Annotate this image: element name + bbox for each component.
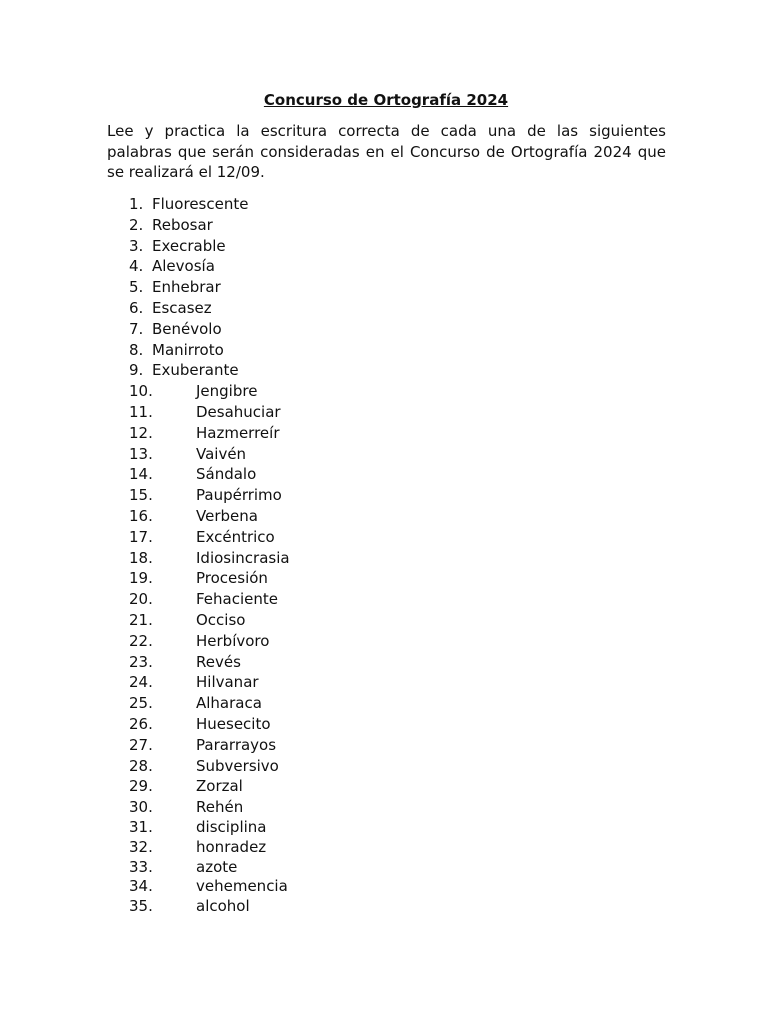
list-item-word: Occiso	[196, 610, 246, 629]
list-item-number: 16.	[129, 506, 153, 525]
list-item-number: 20.	[129, 590, 153, 609]
list-item-number: 2.	[129, 215, 144, 234]
list-item-word: Exuberante	[152, 361, 239, 380]
list-item-word: Fluorescente	[152, 195, 249, 213]
list-item-word: Procesión	[196, 569, 268, 588]
list-item-word: Hilvanar	[196, 673, 259, 692]
list-item-number: 7.	[129, 319, 144, 338]
list-item-number: 14.	[129, 465, 153, 484]
list-item-number: 4.	[129, 257, 144, 276]
list-item-word: Revés	[196, 652, 241, 671]
list-item-number: 21.	[129, 610, 153, 629]
list-item-number: 25.	[129, 694, 153, 713]
list-item-number: 3.	[129, 236, 144, 255]
list-item-word: Idiosincrasia	[196, 548, 290, 567]
list-item-word: alcohol	[196, 897, 250, 916]
list-item-number: 15.	[129, 486, 153, 505]
list-item-number: 1.	[129, 195, 144, 213]
list-item-number: 35.	[129, 897, 153, 916]
list-item-word: Fehaciente	[196, 590, 278, 609]
list-item-word: azote	[196, 857, 238, 876]
list-item-word: honradez	[196, 837, 267, 856]
list-item-number: 22.	[129, 631, 153, 650]
list-item-word: Rehén	[196, 798, 244, 817]
list-item-word: Manirroto	[152, 340, 224, 359]
list-item-word: Huesecito	[196, 714, 271, 733]
list-item-word: Execrable	[152, 236, 226, 255]
list-item-word: Subversivo	[196, 756, 279, 775]
list-item-word: vehemencia	[196, 877, 288, 896]
list-item-number: 29.	[129, 777, 153, 796]
list-item-number: 18.	[129, 548, 153, 567]
intro-paragraph: Lee y practica la escritura correcta de cada una de las siguientes palabras que serán consideradas en el Concurso de Ortografía 2024 que se realizará el 12/09.	[107, 122, 666, 181]
list-item-number: 23.	[129, 652, 153, 671]
list-item-number: 31.	[129, 817, 153, 836]
list-item-number: 17.	[129, 527, 153, 546]
list-item-word: Sándalo	[196, 465, 257, 484]
list-item-word: Excéntrico	[196, 527, 275, 546]
list-item-word: Jengibre	[196, 382, 258, 401]
list-item-number: 8.	[129, 340, 144, 359]
list-item-word: Escasez	[152, 298, 212, 317]
list-item-number: 30.	[129, 798, 153, 817]
list-item-word: Alharaca	[196, 694, 262, 713]
list-item-number: 10.	[129, 382, 153, 401]
list-item-number: 33.	[129, 857, 153, 876]
list-item-number: 27.	[129, 735, 153, 754]
list-item-number: 24.	[129, 673, 153, 692]
list-item-word: disciplina	[196, 817, 267, 836]
list-item-word: Alevosía	[152, 257, 215, 276]
list-item-word: Pararrayos	[196, 735, 277, 754]
list-item-word: Paupérrimo	[196, 486, 282, 505]
list-item-number: 19.	[129, 569, 153, 588]
list-item-word: Desahuciar	[196, 402, 281, 421]
list-item-number: 34.	[129, 877, 153, 896]
list-item-number: 6.	[129, 298, 144, 317]
list-item-word: Hazmerreír	[196, 423, 280, 442]
list-item-number: 12.	[129, 423, 153, 442]
list-item-word: Rebosar	[152, 215, 213, 234]
list-item-word: Enhebrar	[152, 278, 221, 297]
list-item-word: Zorzal	[196, 777, 243, 796]
list-item-number: 32.	[129, 837, 153, 856]
list-item-number: 9.	[129, 361, 144, 380]
list-item-word: Vaivén	[196, 444, 247, 463]
list-item-number: 5.	[129, 278, 144, 297]
list-item-number: 11.	[129, 402, 153, 421]
list-item-number: 26.	[129, 714, 153, 733]
list-item-word: Herbívoro	[196, 631, 270, 650]
list-item-word: Benévolo	[152, 319, 222, 338]
list-item-number: 13.	[129, 444, 153, 463]
list-item-number: 28.	[129, 756, 153, 775]
page-title: Concurso de Ortografía 2024	[263, 91, 509, 109]
list-item-word: Verbena	[196, 506, 258, 525]
